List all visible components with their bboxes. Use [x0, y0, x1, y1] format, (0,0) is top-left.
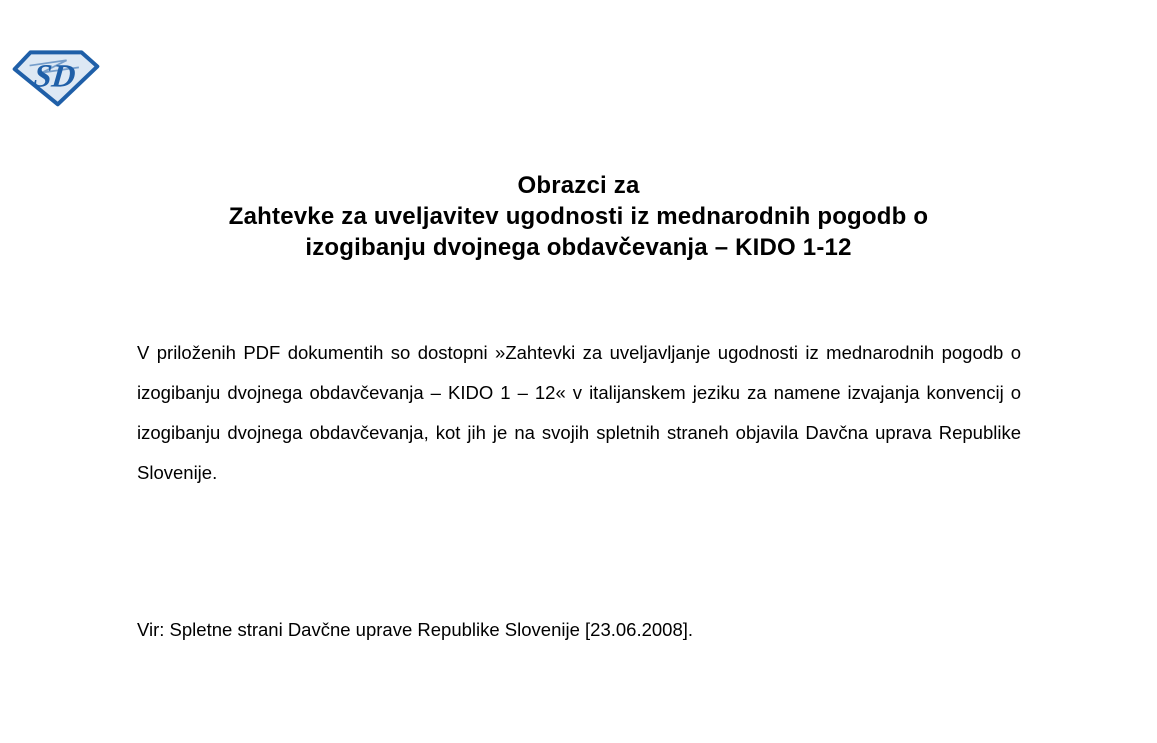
sd-logo-letters: SD [31, 58, 78, 95]
sd-logo [12, 46, 100, 108]
document-title [0, 170, 1157, 263]
body-paragraph: V priloženih PDF dokumentih so dostopni »Zahtevki za uveljavljanje ugodnosti iz mednarodnih pogodb o izogibanju dvojnega obdavčevanja – KIDO 1 – 12« v italijanskem jeziku za namene izvajanja konvencij o izogibanju dvojnega obdavčevanja, kot jih je na svojih spletnih straneh objavila Davčna uprava Republike Slovenije. [137, 342, 1021, 483]
sd-diamond-icon [12, 46, 100, 108]
title-line-1: Obrazci za [517, 172, 640, 199]
title-line-3: izogibanju dvojnega obdavčevanja – KIDO 1-12 [305, 234, 852, 261]
title-line-2: Zahtevke za uveljavitev ugodnosti iz mednarodnih pogodb o [228, 203, 929, 230]
source-line: Vir: Spletne strani Davčne uprave Republike Slovenije [23.06.2008]. [137, 619, 694, 640]
